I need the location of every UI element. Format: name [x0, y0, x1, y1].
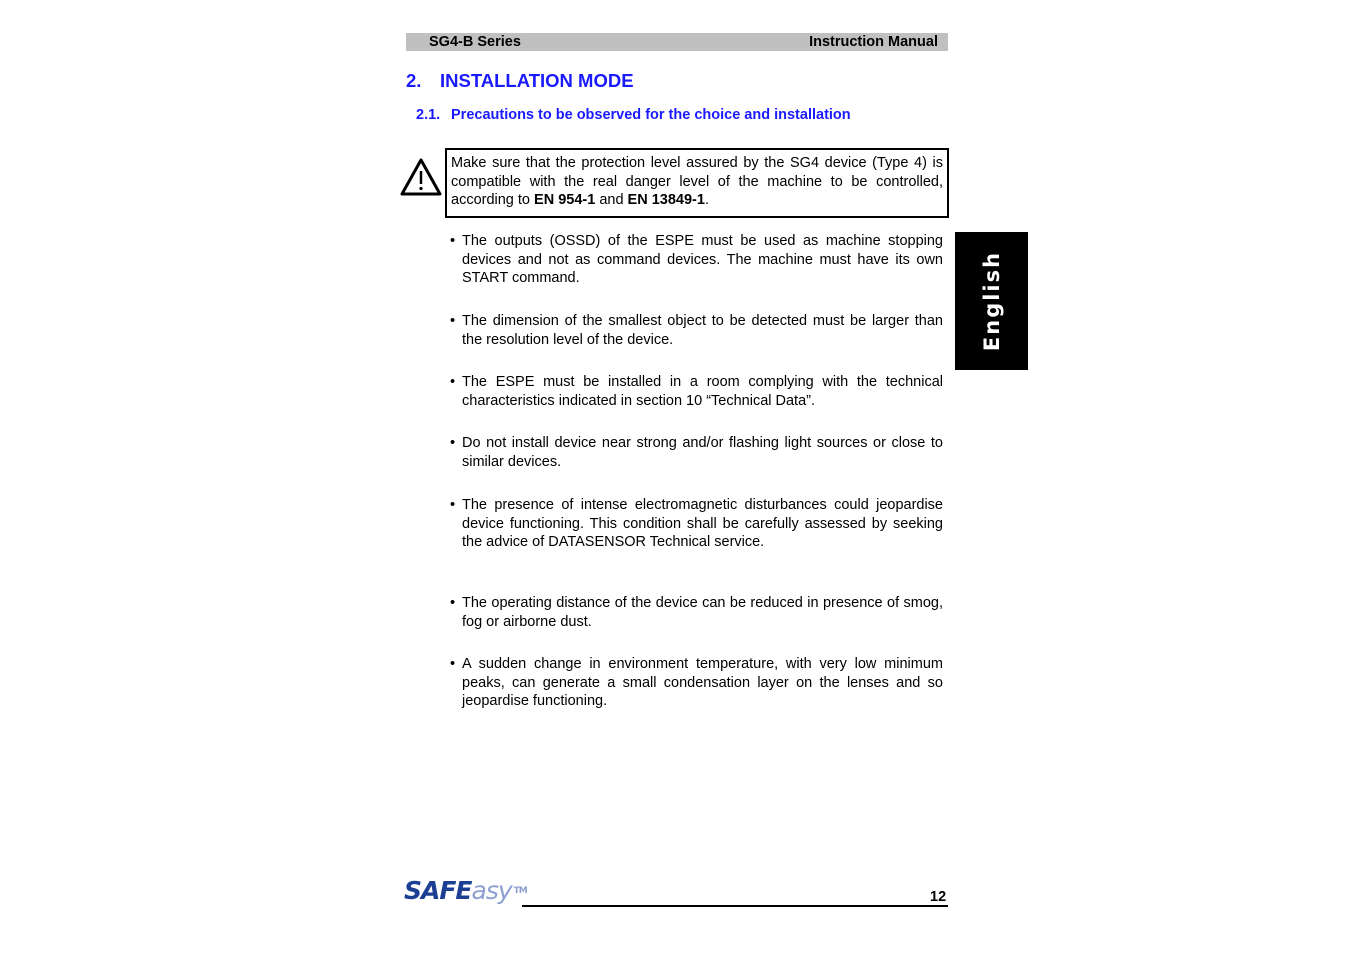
warning-box: [445, 148, 949, 218]
standard-en954: EN 954-1: [534, 192, 596, 208]
list-item-text: The operating distance of the device can be reduced in presence of smog, fog or airborne dust.: [462, 595, 943, 630]
bullet-icon: •: [450, 233, 456, 249]
language-tab: [955, 232, 1028, 370]
list-item-text: The presence of intense electromagnetic disturbances could jeopardise device functioning. This condition shall be carefully assessed by seeking the advice of DATASENSOR Technical service.: [462, 497, 943, 550]
warning-conjunction: and: [595, 192, 628, 208]
bullet-icon: •: [450, 435, 456, 451]
bullet-icon: •: [450, 497, 456, 513]
subsection-number: 2.1.: [416, 107, 441, 123]
warning-triangle-icon: [400, 157, 442, 197]
subsection-heading: [416, 106, 851, 124]
list-item-text: The ESPE must be installed in a room complying with the technical characteristics indicated in section 10 “Technical Data”.: [462, 374, 943, 409]
safeasy-logo: SAFEasy ™: [404, 876, 527, 905]
list-item: [450, 594, 943, 631]
bullet-icon: •: [450, 374, 456, 390]
list-item: [450, 434, 943, 471]
standard-en13849: EN 13849-1: [627, 192, 705, 208]
list-item-text: The outputs (OSSD) of the ESPE must be used as machine stopping devices and not as command devices. The machine must have its own START command.: [462, 233, 943, 286]
section-title: INSTALLATION MODE: [440, 70, 634, 91]
list-item: [450, 373, 943, 410]
section-heading: [406, 70, 634, 92]
list-item-text: A sudden change in environment temperature, with very low minimum peaks, can generate a small condensation layer on the lenses and so jeopardise functioning.: [462, 656, 943, 709]
document-type: Instruction Manual: [809, 34, 938, 50]
section-number: 2.: [406, 70, 422, 91]
list-item-text: Do not install device near strong and/or flashing light sources or close to similar devices.: [462, 435, 943, 470]
bullet-icon: •: [450, 656, 456, 672]
language-label: English: [979, 250, 1004, 352]
subsection-title: Precautions to be observed for the choice and installation: [451, 107, 851, 123]
warning-text: Make sure that the protection level assured by the SG4 device (Type 4) is compatible with the real danger level of the machine to be controlled, according to: [451, 155, 943, 208]
list-item: [450, 496, 943, 552]
footer-divider: [522, 905, 948, 907]
warning-end: .: [704, 192, 709, 208]
list-item-text: The dimension of the smallest object to be detected must be larger than the resolution level of the device.: [462, 313, 943, 348]
series-name: SG4-B Series: [429, 34, 521, 50]
page-number: 12: [930, 889, 947, 905]
list-item: [450, 312, 943, 349]
page-header: [406, 33, 948, 51]
list-item: [450, 655, 943, 711]
bullet-icon: •: [450, 313, 456, 329]
bullet-icon: •: [450, 595, 456, 611]
list-item: [450, 232, 943, 288]
